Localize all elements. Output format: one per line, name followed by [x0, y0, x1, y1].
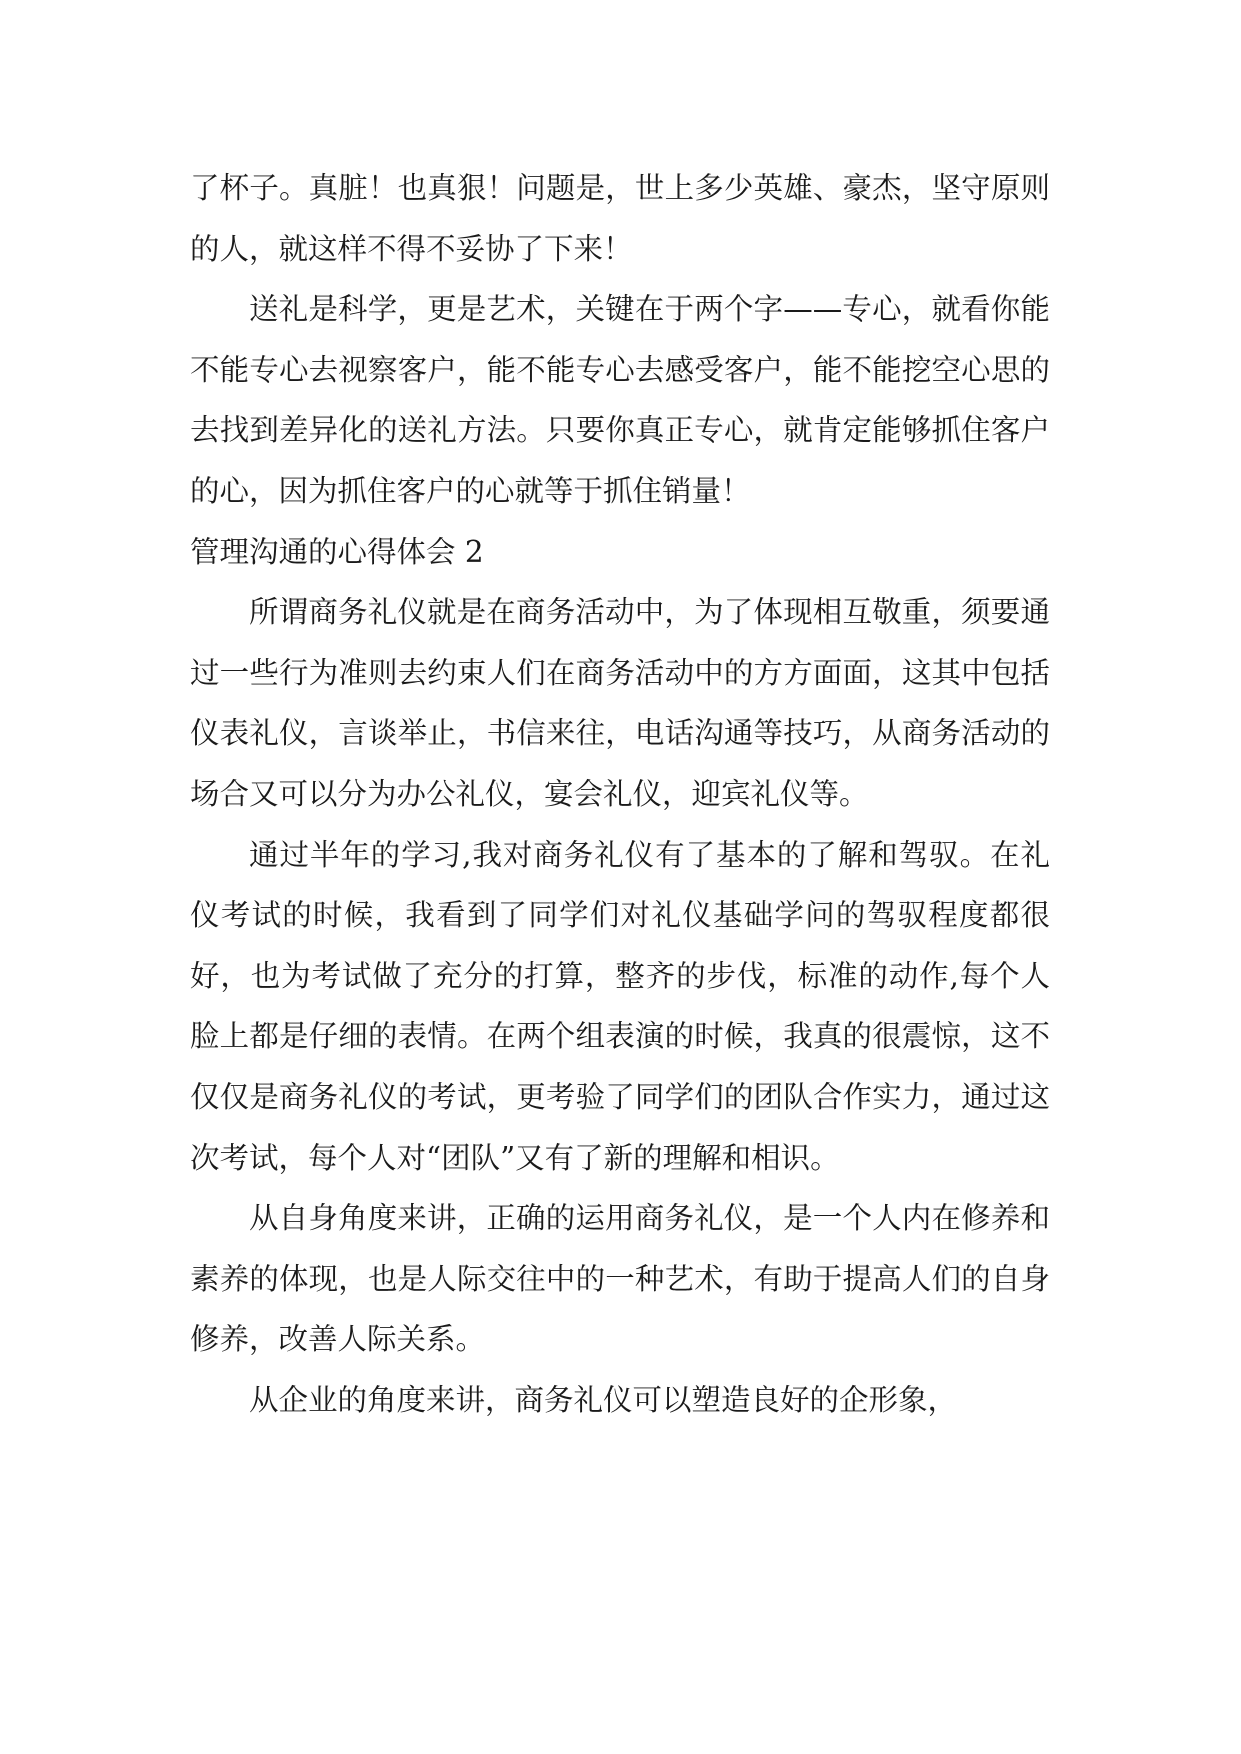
paragraph-continuation: 了杯子。真脏！也真狠！问题是，世上多少英雄、豪杰，坚守原则的人，就这样不得不妥协了下来！ — [190, 171, 1050, 266]
paragraph-study-experience: 通过半年的学习,我对商务礼仪有了基本的了解和驾驭。在礼仪考试的时候，我看到了同学们对礼仪基础学问的驾驭程度都很好，也为考试做了充分的打算，整齐的步伐，标准的动作,每个人脸上都是仔细的表情。在两个组表演的时候，我真的很震惊，这不仅仅是商务礼仪的考试，更考验了同学们的团队合作实力，通过这次考试，每个人对“团队”又有了新的理解和相识。 — [190, 837, 1050, 1175]
section-heading: 管理沟通的心得体会 2 — [190, 534, 484, 569]
paragraph-gift-giving: 送礼是科学，更是艺术，关键在于两个字——专心，就看你能不能专心去视察客户，能不能专心去感受客户，能不能挖空心思的去找到差异化的送礼方法。只要你真正专心，就肯定能够抓住客户的心，因为抓住客户的心就等于抓住销量！ — [190, 292, 1050, 508]
document-body — [190, 158, 1050, 1430]
paragraph-enterprise-perspective: 从企业的角度来讲，商务礼仪可以塑造良好的企形象， — [249, 1382, 958, 1417]
paragraph-business-etiquette-definition: 所谓商务礼仪就是在商务活动中，为了体现相互敬重，须要通过一些行为准则去约束人们在商务活动中的方方面面，这其中包括仪表礼仪，言谈举止，书信来往，电话沟通等技巧，从商务活动的场合又可以分为办公礼仪，宴会礼仪，迎宾礼仪等。 — [190, 595, 1050, 811]
paragraph-personal-perspective: 从自身角度来讲，正确的运用商务礼仪，是一个人内在修养和素养的体现，也是人际交往中的一种艺术，有助于提高人们的自身修养，改善人际关系。 — [190, 1201, 1050, 1357]
